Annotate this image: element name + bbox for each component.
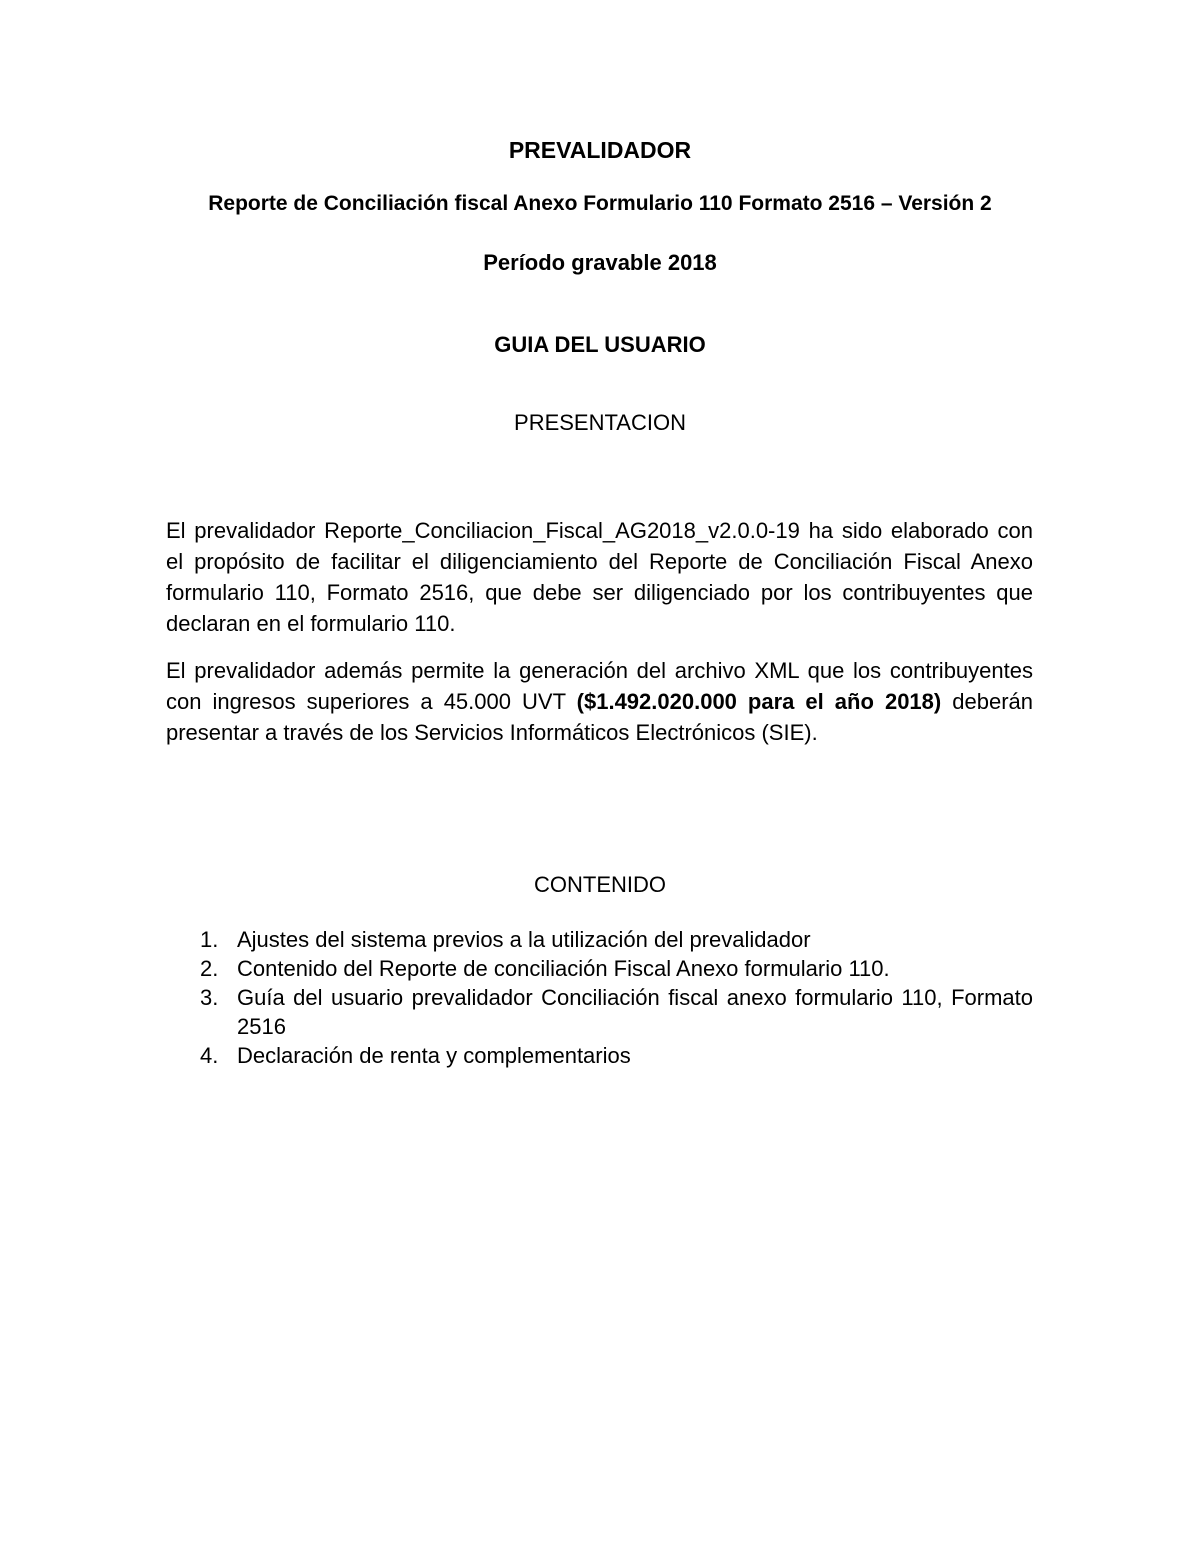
- contents-item-text: Contenido del Reporte de conciliación Fiscal Anexo formulario 110.: [237, 956, 890, 981]
- contents-heading: CONTENIDO: [534, 872, 666, 897]
- contents-item-number: 4.: [200, 1043, 219, 1068]
- contents-item-text: Ajustes del sistema previos a la utilización del prevalidador: [237, 927, 811, 952]
- contents-item: [166, 925, 1033, 954]
- paragraph-2-bold-amount: ($1.492.020.000 para el año 2018): [576, 689, 942, 714]
- paragraph-2-text-start: El prevalidador además permite la generación del archivo XML que los contribuyentes con ingresos superiores a 45.000 UVT: [166, 658, 1033, 714]
- contents-item: [166, 1041, 1033, 1070]
- document-subtitle: Reporte de Conciliación fiscal Anexo Formulario 110 Formato 2516 – Versión 2: [208, 192, 992, 215]
- paragraph-2-text-end: deberán presentar a través de los Servicios Informáticos Electrónicos (SIE).: [166, 689, 1034, 745]
- tax-period: Período gravable 2018: [483, 250, 717, 275]
- contents-item-text: Guía del usuario prevalidador Conciliación fiscal anexo formulario 110, Formato 2516: [237, 985, 1033, 1039]
- contents-item-number: 2.: [200, 956, 219, 981]
- contents-item: [166, 954, 1033, 983]
- contents-item: [166, 983, 1033, 1041]
- contents-item-text: Declaración de renta y complementarios: [237, 1043, 631, 1068]
- presentation-paragraph-1: El prevalidador Reporte_Conciliacion_Fiscal_AG2018_v2.0.0-19 ha sido elaborado con el propósito de facilitar el diligenciamiento del Reporte de Conciliación Fiscal Anexo formulario 110, Formato 2516, que debe ser diligenciado por los contribuyentes que declaran en el formulario 110.: [166, 518, 1033, 636]
- presentation-heading: PRESENTACION: [514, 410, 686, 435]
- presentation-paragraph-2: [166, 655, 1033, 748]
- contents-item-number: 3.: [200, 985, 219, 1010]
- contents-item-number: 1.: [200, 927, 219, 952]
- guide-heading: GUIA DEL USUARIO: [494, 332, 706, 357]
- contents-list: [166, 925, 1033, 1070]
- document-title: PREVALIDADOR: [508, 137, 692, 163]
